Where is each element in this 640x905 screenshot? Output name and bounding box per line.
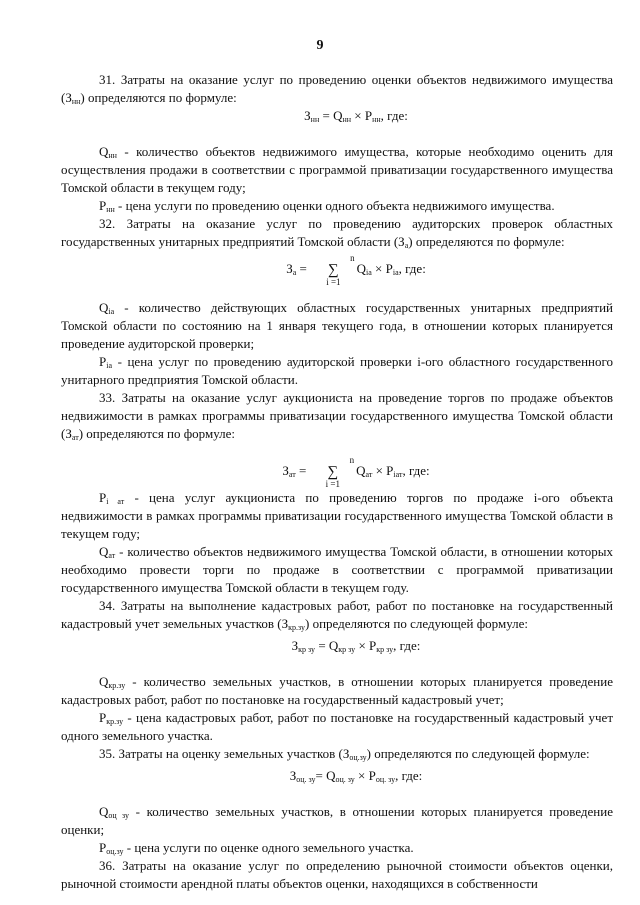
item-31-intro: 31. Затраты на оказание услуг по проведению оценки объектов недвижимого имущества $(З_{нн})$ определяются по формуле: (61, 72, 613, 106)
item-33-q-definition: $Q_{ат}$ - количество объектов недвижимого имущества Томской области, в отношении которых необходимо провести торги по продаже в соответствии с программой приватизации государственного имущества Томской области в текущем году. (61, 544, 613, 595)
item-34-intro: 34. Затраты на выполнение кадастровых работ, работ по постановке на государственный кадастровый учет земельных участков $(З_{кр.зу})$ определяются по следующей формуле: (61, 598, 613, 632)
item-33-p-definition: $Р_{i ат}$ - цена услуг аукциониста по проведению торгов по продаже i-ого объекта недвижимости в рамках программы приватизации государственного имущества Томской области в текущем году; (61, 490, 613, 541)
item-32-intro: 32. Затраты на оказание услуг по проведению аудиторских проверок областных государственных унитарных предприятий Томской области $(З_а)$ определяются по формуле: (61, 216, 613, 250)
item-35-p-definition: $Р_{оц.зу}$ - цена услуги по оценке одного земельного участка. (99, 840, 414, 856)
item-33-formula: $З_{ат} = n$ ∑ $i =1Q_{ат} \times Р_{iат}$, где: (282, 455, 430, 489)
item-36-intro: 36. Затраты на оказание услуг по определению рыночной стоимости объектов оценки, рыночной стоимости арендной платы объектов оценки, находящихся в собственности (61, 858, 613, 891)
item-32-q-definition: $Q_{iа}$ - количество действующих областных государственных унитарных предприятий Томской области по состоянию на 1 января текущего года, в отношении которых планируется проведение аудиторской проверки; (61, 300, 613, 351)
item-35-formula: $З_{оц. зу}= Q_{оц. зу} \times Р_{оц. зу}$, где: (289, 768, 423, 784)
item-33-intro: 33. Затраты на оказание услуг аукциониста на проведение торгов по продаже объектов недвижимости в рамках программы приватизации государственного имущества Томской области $(З_{ат})$ определяются по формуле: (61, 390, 613, 442)
item-31-p-definition: $Р_{нн}$ - цена услуги по проведению оценки одного объекта недвижимого имущества. (99, 198, 555, 214)
item-34-p-definition: $Р_{кр.зу}$ - цена кадастровых работ, работ по постановке на государственный кадастровый учет одного земельного участка. (61, 710, 613, 743)
item-34-formula: $З_{кр зу} = Q_{кр зу} \times Р_{кр зу}$, где: (291, 638, 421, 654)
item-31-formula: $З_{нн} = Q_{нн} \times Р_{нн}$, где: (304, 108, 408, 124)
item-32-p-definition: $Р_{iа}$ - цена услуг по проведению аудиторской проверки i-ого областного государственного унитарного предприятия Томской области. (61, 354, 613, 387)
item-31-q-definition: $Q_{нн}$ - количество объектов недвижимого имущества, которые необходимо оценить для осуществления продажи в соответствии с программой приватизации государственного имущества Томской области в текущем году; (61, 144, 613, 195)
item-35-intro: 35. Затраты на оценку земельных участков $(З_{оц.зу})$ определяются по следующей формуле: (99, 746, 590, 762)
item-32-formula: $З_а = n$ ∑ $i =1Q_{iа} \times Р_{iа}$, где: (286, 253, 426, 287)
document-body (61, 71, 613, 893)
item-34-q-definition: $Q_{кр.зу}$ - количество земельных участков, в отношении которых планируется проведение кадастровых работ, работ по постановке на государственный кадастровый учет; (61, 674, 613, 707)
page-number: 9 (316, 38, 324, 53)
summation-sign: n ∑ i =1 (326, 253, 355, 287)
summation-sign: n ∑ i =1 (325, 455, 355, 489)
item-35-q-definition: $Q_{оц зу}$ - количество земельных участков, в отношении которых планируется проведение оценки; (61, 804, 613, 837)
